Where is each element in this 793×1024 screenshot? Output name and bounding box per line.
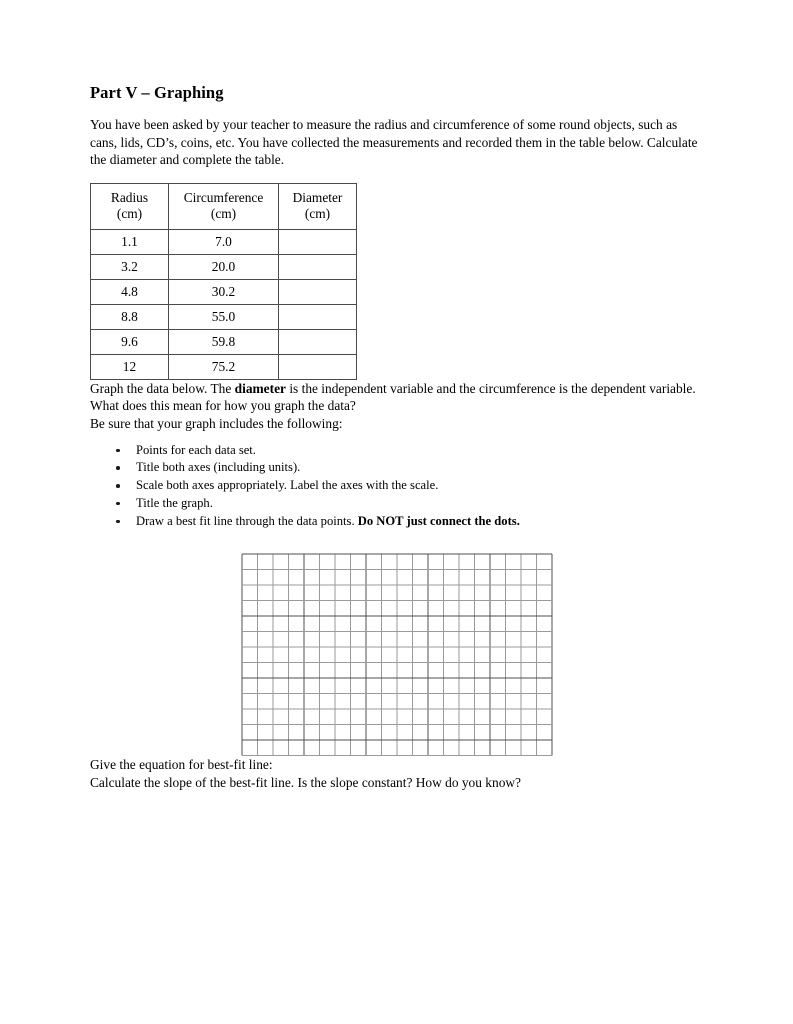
- equation-prompt: Give the equation for best-fit line:: [90, 757, 273, 773]
- cell-circumference: 55.0: [169, 304, 279, 329]
- graph-instruction-emphasis: diameter: [234, 380, 286, 396]
- intro-paragraph: You have been asked by your teacher to measure the radius and circumference of some round objects, such as cans, lids, CD’s, coins, etc. You have collected the measurements and recorded them in the table below. Calculate the diameter and complete the table.: [90, 117, 698, 168]
- column-header-radius: [91, 183, 169, 229]
- column-header-diameter-unit: (cm): [304, 205, 331, 221]
- cell-circumference: 59.8: [169, 329, 279, 354]
- column-header-diameter-name: Diameter: [292, 190, 343, 206]
- list-item-label: Draw a best fit line through the data points.: [136, 513, 358, 528]
- column-header-circumference-name: Circumference: [183, 190, 264, 206]
- list-item: [90, 477, 702, 495]
- bullet-dot-icon: [116, 484, 120, 488]
- bullet-dot-icon: [116, 449, 120, 453]
- table-row: [91, 329, 357, 354]
- graph-instruction-paragraph: [90, 380, 702, 415]
- column-header-radius-name: Radius: [110, 190, 149, 206]
- graph-instruction-pre: Graph the data below. The: [90, 380, 235, 396]
- cell-radius: 9.6: [91, 329, 169, 354]
- table-row: [91, 279, 357, 304]
- column-header-radius-unit: (cm): [116, 205, 143, 221]
- cell-circumference: 75.2: [169, 354, 279, 379]
- table-row: [91, 229, 357, 254]
- graph-grid-wrap: [90, 553, 702, 757]
- list-item-emphasis: Do NOT just connect the dots.: [357, 513, 520, 528]
- cell-diameter-blank[interactable]: [279, 279, 357, 304]
- table-header-row: [91, 183, 357, 229]
- list-item-label: Points for each data set.: [136, 442, 256, 457]
- cell-diameter-blank[interactable]: [279, 354, 357, 379]
- cell-radius: 4.8: [91, 279, 169, 304]
- table-row: [91, 304, 357, 329]
- requirements-list: [90, 442, 702, 531]
- list-item: [90, 459, 702, 477]
- cell-diameter-blank[interactable]: [279, 329, 357, 354]
- cell-circumference: 30.2: [169, 279, 279, 304]
- cell-circumference: 7.0: [169, 229, 279, 254]
- cell-diameter-blank[interactable]: [279, 254, 357, 279]
- page-title: Part V – Graphing: [90, 83, 224, 102]
- table-row: [91, 254, 357, 279]
- cell-diameter-blank[interactable]: [279, 304, 357, 329]
- cell-radius: 1.1: [91, 229, 169, 254]
- measurements-table: [90, 183, 357, 380]
- bullet-dot-icon: [116, 466, 120, 470]
- list-item: [90, 513, 702, 531]
- cell-radius: 8.8: [91, 304, 169, 329]
- bullet-dot-icon: [116, 520, 120, 524]
- requirements-intro: Be sure that your graph includes the following:: [90, 415, 343, 431]
- column-header-circumference-unit: (cm): [210, 205, 237, 221]
- graph-grid[interactable]: [241, 553, 553, 757]
- cell-radius: 3.2: [91, 254, 169, 279]
- slope-prompt: Calculate the slope of the best-fit line. Is the slope constant? How do you know?: [90, 774, 521, 790]
- list-item-label: Scale both axes appropriately. Label the axes with the scale.: [136, 478, 439, 493]
- bullet-dot-icon: [116, 502, 120, 506]
- list-item-label: Title the graph.: [136, 495, 213, 510]
- page-content: [90, 83, 702, 791]
- cell-diameter-blank[interactable]: [279, 229, 357, 254]
- column-header-diameter: [279, 183, 357, 229]
- list-item: [90, 495, 702, 513]
- cell-circumference: 20.0: [169, 254, 279, 279]
- list-item: [90, 442, 702, 460]
- table-row: [91, 354, 357, 379]
- list-item-label: Title both axes (including units).: [136, 460, 301, 475]
- cell-radius: 12: [91, 354, 169, 379]
- graph-instruction-post: is the independent variable and the circumference is the dependent variable. What does this mean for how you graph the data?: [90, 380, 696, 414]
- column-header-circumference: [169, 183, 279, 229]
- measurements-table-wrap: [90, 183, 702, 380]
